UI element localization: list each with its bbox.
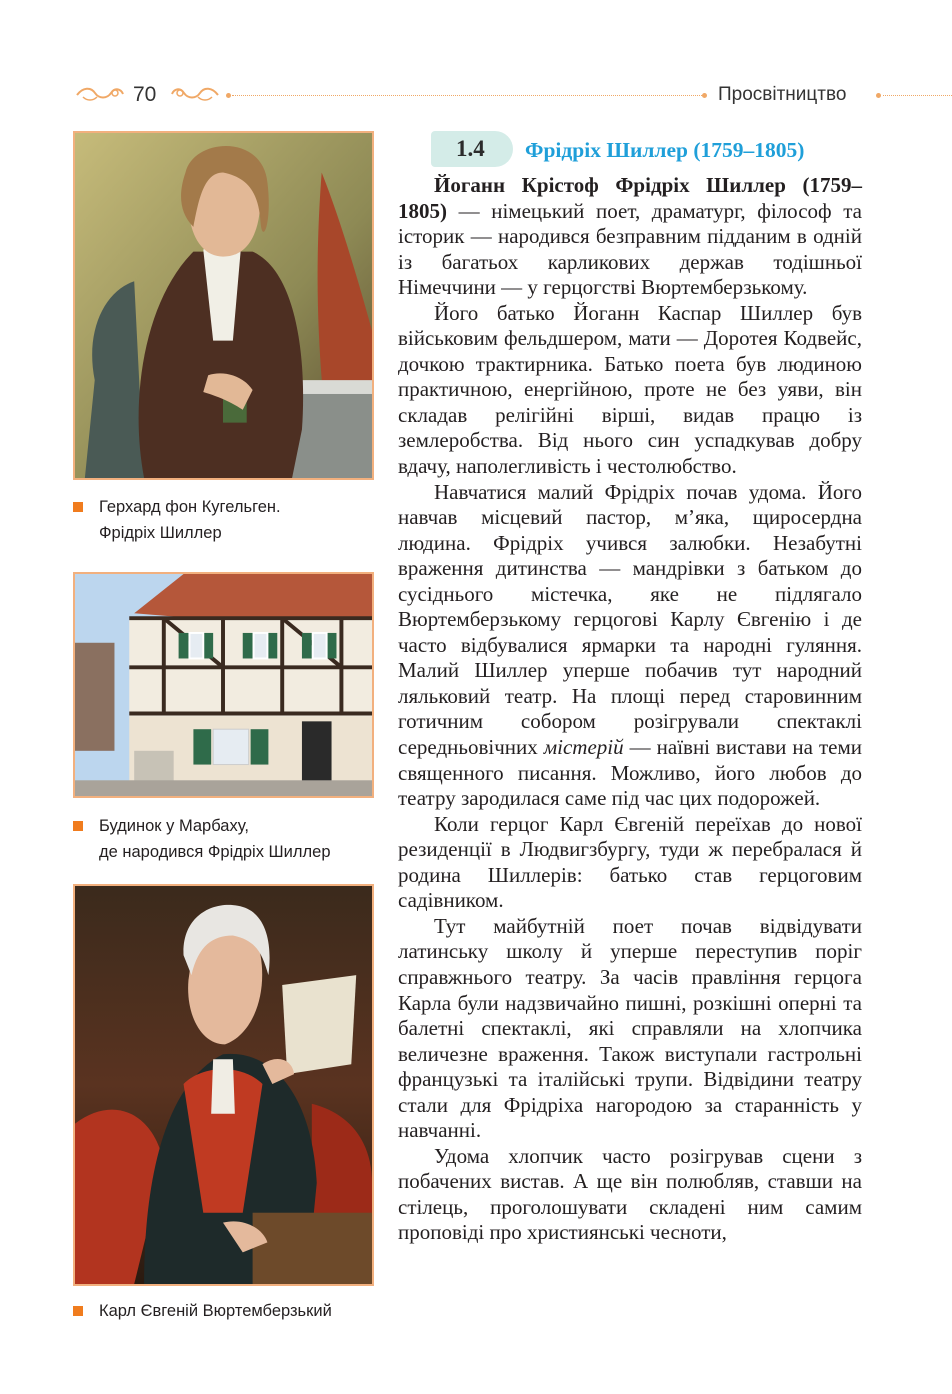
running-header-section: Просвітництво [718, 84, 847, 105]
caption-text: Герхард фон Кугельген. Фрідріх Шиллер [99, 498, 281, 542]
paragraph-text: — німецький поет, драматург, філософ та історик — народився безправним підданим в одній із багатьох карликових держав тодішньої Німеччини — у герцогстві Вюртемберзькому. [398, 198, 862, 300]
karl-eugen-portrait-image [73, 884, 374, 1286]
right-ornament-icon [170, 83, 220, 105]
paragraph-text: — наївні вистави на теми священного писання. Можливо, його любов до театру зародилася саме під час цих подорожей. [398, 735, 862, 811]
figure-caption [73, 494, 373, 546]
header-dot [226, 93, 231, 98]
section-number: 1.4 [456, 136, 485, 161]
paragraph: Тут майбутній поет почав відвідувати латинську школу й уперше переступив поріг справжнього театру. За часів правління герцога Карла були надзвичайно пишні, розкішні оперні та балетні спектаклі, які справляли на хлопчика величезне враження. Також виступали гастрольні французькі та італійські трупи. Відвідини театру стали для Фрідріха нагородою за старанність у навчанні. [398, 913, 862, 1143]
page-number: 70 [133, 83, 157, 106]
lead-bold-text: Йоганн Крістоф Фрідріх Шиллер (1759–1805) [398, 173, 862, 223]
paragraph: Удома хлопчик часто розігрував сцени з побачених вистав. А ще він полюбляв, ставши на стілець, проголошувати складені ним самим проповіді про християнські чесноти, [398, 1143, 862, 1245]
caption-text: Будинок у Марбаху, де народився Фрідріх Шиллер [99, 817, 331, 861]
figure-caption [73, 1298, 373, 1324]
paragraph [398, 480, 862, 812]
paragraph-text: Навчатися малий Фрідріх почав удома. Його навчав місцевий пастор, м’яка, щиросердна людина. Фрідріх учився залюбки. Незабутні враження дитинства — мандрівки з батьком до сусіднього містечка, яке не підлягало Вюртемберзькому герцогові Карлу Євгенію і де часто відбувалися ярмарки та народні гуляння. Малий Шиллер уперше побачив тут народний ляльковий театр. На площі перед старовинним готичним собором розігрували спектаклі середньовічних [398, 479, 862, 760]
header-dot [702, 93, 707, 98]
caption-text: Карл Євгеній Вюртемберзький [99, 1302, 332, 1320]
left-ornament-icon [75, 83, 125, 105]
caption-bullet [73, 1306, 83, 1316]
header-dot [876, 93, 881, 98]
marbach-house-image [73, 572, 374, 798]
term-italic: містерій [543, 735, 624, 760]
article-body [398, 173, 862, 1246]
header-rule [883, 95, 952, 97]
paragraph: Коли герцог Карл Євгеній переїхав до нової резиденції в Людвигзбургу, туди ж перебралася й родина Шиллерів: батько став герцоговим садівником. [398, 811, 862, 913]
caption-bullet [73, 502, 83, 512]
paragraph [398, 173, 862, 301]
caption-bullet [73, 821, 83, 831]
figure-caption [73, 813, 373, 865]
header-rule [232, 95, 702, 97]
section-title: Фрідріх Шиллер (1759–1805) [525, 138, 805, 162]
schiller-portrait-image [73, 131, 374, 480]
paragraph: Його батько Йоганн Каспар Шиллер був військовим фельдшером, мати — Доротея Кодвейс, дочкою трактирника. Батько поета був людиною практичною, енергійною, проте не без уяви, він складав релігійні вірші, видав працю із землеробства. Від нього син успадкував добру вдачу, наполегливість і честолюбство. [398, 300, 862, 479]
